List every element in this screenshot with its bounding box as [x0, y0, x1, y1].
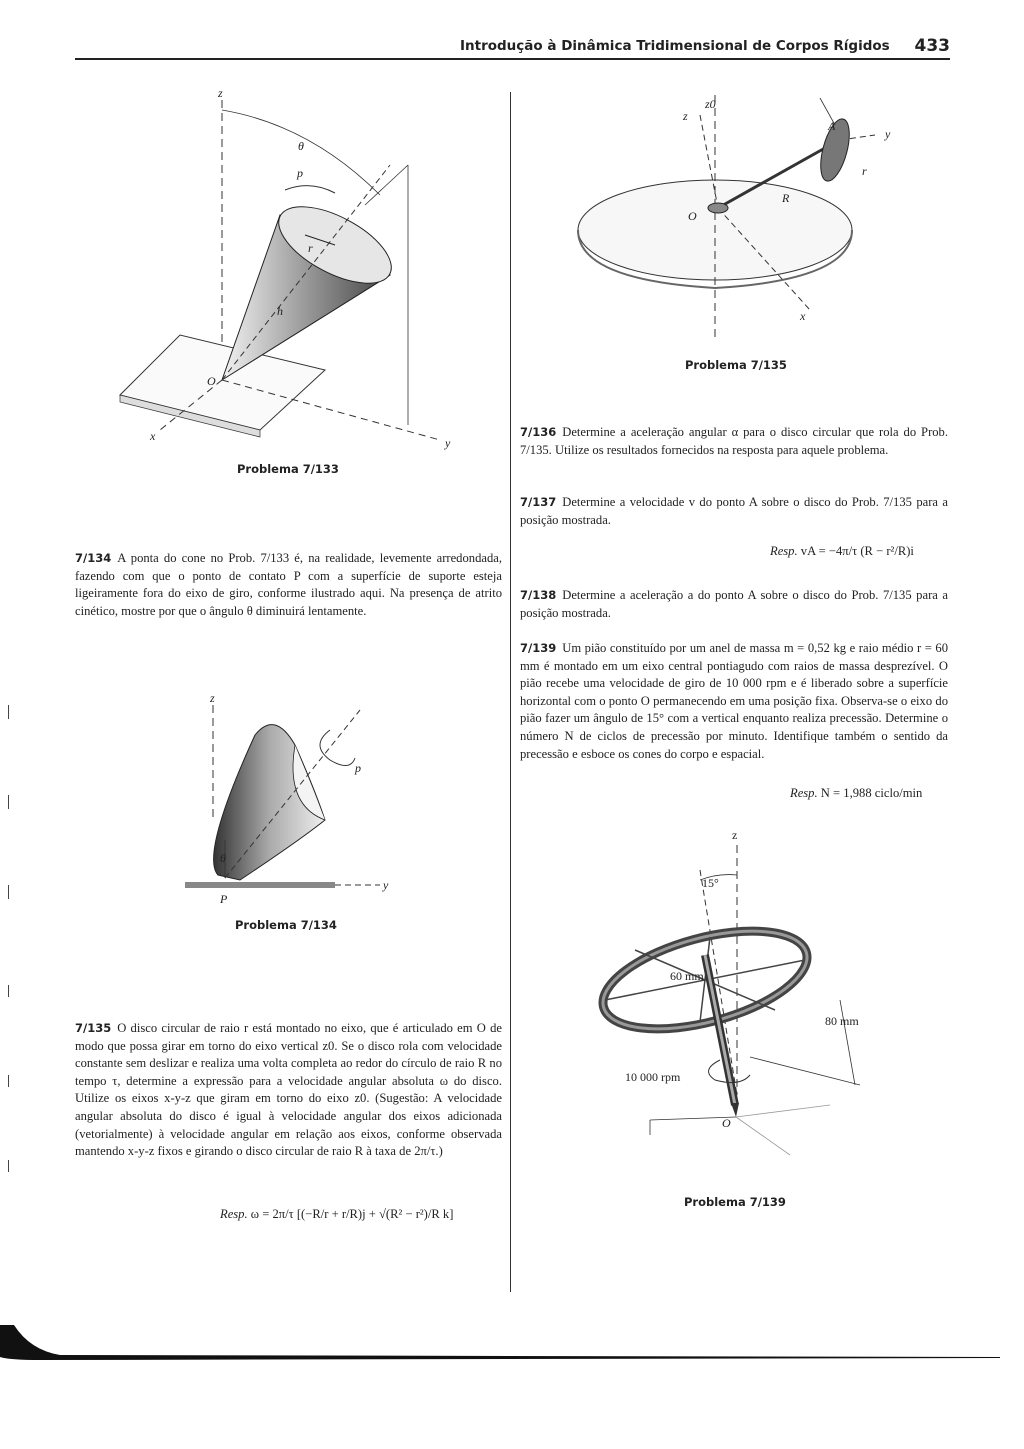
problem-139-number: 7/139: [520, 641, 557, 655]
fig135-label-x: x: [800, 309, 806, 323]
figure-134-drawing: [180, 690, 410, 910]
problem-137-resp-label: Resp.: [770, 544, 798, 558]
figure-135-drawing: [560, 90, 900, 350]
problem-139-answer: [790, 786, 922, 801]
problem-139-resp-label: Resp.: [790, 786, 818, 800]
caption-134: Problema 7/134: [235, 918, 337, 932]
fig135-label-A: A: [828, 119, 836, 133]
fig133-label-p: p: [297, 166, 303, 180]
figure-139: [590, 825, 890, 1170]
scan-mark: [8, 1160, 9, 1172]
fig134-label-P: P: [220, 892, 228, 906]
problem-139-text: Um pião constituído por um anel de massa m = 0,52 kg e raio médio r = 60 mm é montado em um eixo central pontiagudo com raios de massa desprezível. O pião recebe uma velocidade de giro de 10 000 rpm e é liberado sobre a superfície horizontal com o ponto O permanecendo em uma posição fixa. Observa-se o eixo do pião fazer um ângulo de 15° com a vertical enquanto realiza precessão. Determine o número N de ciclos de precessão por minuto. Identifique também o sentido da precessão e esboce os cones do corpo e espacial.: [520, 641, 948, 761]
problem-137-text: Determine a velocidade v do ponto A sobre o disco do Prob. 7/135 para a posição mostrada.: [520, 495, 948, 527]
scan-smear: [0, 1325, 1024, 1365]
problem-134-text: A ponta do cone no Prob. 7/133 é, na realidade, levemente arredondada, fazendo com que o ponto de contato P com a superfície de suporte esteja ligeiramente fora do eixo de giro, conforme ilustrado aqui. Na presença de atrito cinético, mostre por que o ângulo θ diminuirá lentamente.: [75, 551, 502, 618]
fig133-label-y: y: [445, 436, 451, 450]
fig139-label-spin: 10 000 rpm: [625, 1070, 681, 1084]
problem-135-resp-label: Resp.: [220, 1207, 248, 1221]
fig134-label-z: z: [210, 691, 215, 705]
scan-mark: [8, 985, 9, 997]
scan-mark: [8, 1075, 9, 1087]
fig133-label-o: O: [207, 374, 216, 388]
fig135-label-o: O: [688, 209, 697, 223]
problem-137-answer: [770, 544, 914, 559]
fig139-label-z: z: [732, 828, 738, 842]
fig139-label-angle: 15°: [702, 876, 719, 890]
problem-136-number: 7/136: [520, 425, 557, 439]
caption-139: Problema 7/139: [684, 1195, 786, 1209]
page-number: 433: [914, 36, 950, 56]
fig133-label-r: r: [308, 241, 313, 255]
problem-134: [75, 550, 502, 620]
fig139-label-o: O: [722, 1116, 731, 1130]
fig135-label-z0: z0: [705, 97, 716, 111]
scan-mark: [8, 885, 9, 899]
problem-135-text: O disco circular de raio r está montado no eixo, que é articulado em O de modo que possa girar em torno do eixo vertical z0. Se o disco rola com velocidade constante sem deslizar e realiza uma volta completa ao redor do círculo de raio R no tempo τ, determine a expressão para a velocidade angular absoluta ω do disco. Utilize os eixos x-y-z que giram em torno do eixo z0. (Sugestão: A velocidade angular absoluta do disco é igual à velocidade angular dos eixos adicionada (vetorialmente) à velocidade angular em relação aos eixos, conforme observada mantendo x-y-z fixos e girando o disco circular de raio R à taxa de 2π/τ.): [75, 1021, 502, 1159]
problem-138-number: 7/138: [520, 588, 557, 602]
fig139-label-ring-radius: 60 mm: [670, 969, 704, 983]
running-title: Introdução à Dinâmica Tridimensional de Corpos Rígidos: [460, 38, 890, 54]
scan-mark: [8, 705, 9, 719]
problem-139-resp: N = 1,988 ciclo/min: [820, 786, 923, 800]
figure-133: [110, 85, 470, 470]
fig133-label-theta: θ: [298, 139, 304, 153]
figure-139-drawing: [590, 825, 890, 1170]
running-header: [460, 38, 950, 54]
fig135-label-R: R: [782, 191, 790, 205]
fig133-label-h: h: [277, 304, 283, 318]
fig133-label-x: x: [150, 429, 156, 443]
scan-mark: [8, 795, 9, 809]
problem-137: [520, 494, 948, 529]
problem-134-number: 7/134: [75, 551, 112, 565]
problem-138-text: Determine a aceleração a do ponto A sobre o disco do Prob. 7/135 para a posição mostrada.: [520, 588, 948, 620]
fig134-label-theta: θ: [220, 851, 226, 865]
figure-135: [560, 90, 900, 350]
problem-137-number: 7/137: [520, 495, 557, 509]
problem-135-number: 7/135: [75, 1021, 112, 1035]
caption-135: Problema 7/135: [685, 358, 787, 372]
fig139-label-height: 80 mm: [825, 1014, 859, 1028]
problem-135-answer: [220, 1207, 453, 1222]
problem-138: [520, 587, 948, 622]
fig134-label-y: y: [383, 878, 389, 892]
figure-134: [180, 690, 410, 910]
problem-137-resp: vA = −4π/τ (R − r²/R)i: [800, 544, 914, 558]
problem-135: [75, 1020, 502, 1161]
problem-136: [520, 424, 948, 459]
fig135-label-z: z: [683, 109, 688, 123]
fig134-label-p: p: [355, 761, 361, 775]
fig135-label-y: y: [885, 127, 891, 141]
figure-133-drawing: [110, 85, 470, 470]
problem-139: [520, 640, 948, 763]
fig135-label-r: r: [862, 164, 867, 178]
problem-136-text: Determine a aceleração angular α para o disco circular que rola do Prob. 7/135. Utilize os resultados fornecidos na resposta para aquele problema.: [520, 425, 948, 457]
column-divider: [510, 92, 511, 1292]
header-rule: [75, 58, 950, 60]
problem-135-resp: ω = 2π/τ [(−R/r + r/R)j + √(R² − r²)/R k]: [250, 1207, 454, 1221]
caption-133: Problema 7/133: [237, 462, 339, 476]
fig133-label-z: z: [218, 86, 223, 100]
